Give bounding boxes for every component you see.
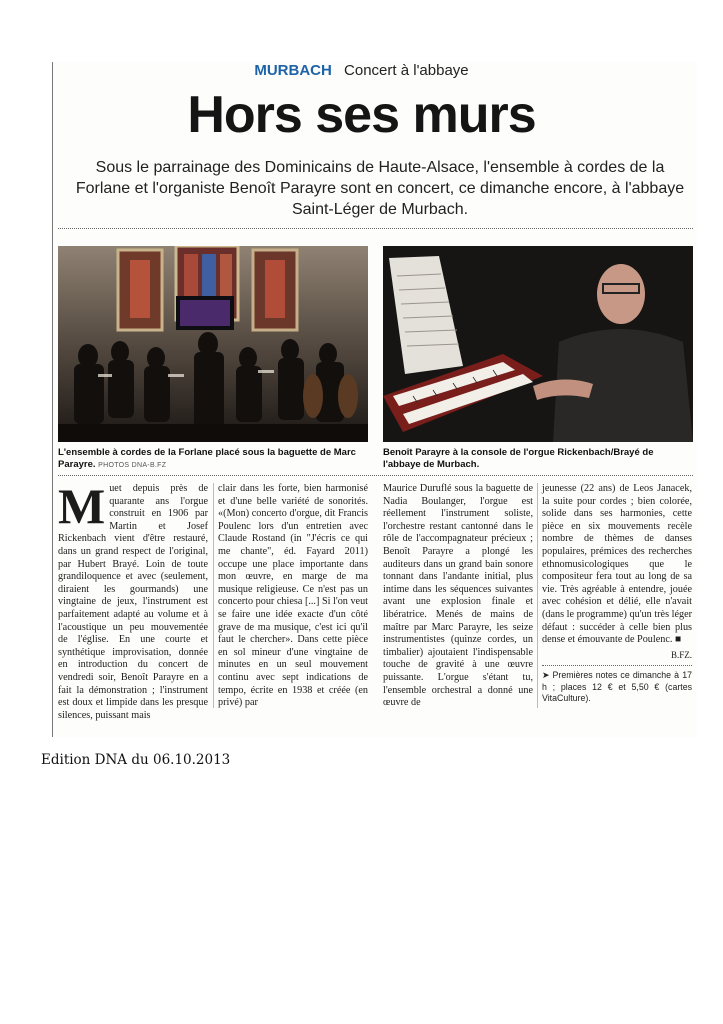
column-4-text: jeunesse (22 ans) de Leos Janacek, la suite pour cordes ; bien colorée, solide dans ses harmonies, cette pièce en six mouvements recèle nombre de thèmes de danses populaires, prémices des recherches ethnomusicologiques que le compositeur fera tout au long de sa vie. Très agréable à entendre, jouée avec cohésion et délié, elle n'avait (dans le programme) qu'un très léger défaut : succéder à celle bien plus dense et émouvante de Poulenc. ■: [542, 483, 692, 646]
article-column-4: [542, 483, 692, 705]
dropcap: M: [58, 478, 106, 534]
divider-captions: [58, 475, 693, 476]
column-rule: [213, 483, 214, 708]
edition-line: Edition DNA du 06.10.2013: [41, 752, 231, 768]
article-column-3: [383, 483, 533, 710]
caption-right-text: Benoît Parayre à la console de l'orgue Rickenbach/Brayé de l'abbaye de Murbach.: [383, 447, 654, 470]
photo-organist: [383, 246, 693, 442]
photo-credit: PHOTOS DNA-B.FZ: [98, 462, 167, 469]
rubric: [0, 62, 723, 80]
caption-left-text: L'ensemble à cordes de la Forlane placé sous la baguette de Marc Parayre.: [58, 447, 356, 470]
divider-practical: [542, 665, 692, 666]
column-rule: [537, 483, 538, 708]
rubric-topic: Concert à l'abbaye: [344, 62, 469, 79]
column-1-text: uet depuis près de quarante ans l'orgue construit en 1906 par Martin et Josef Rickenbach vient d'être restauré, dans un grand respect de l'original, par Hubert Brayé. Loin de toute grandiloquence et avec (seulement, diraient les gourmands) une vingtaine de jeux, l'instrument est parfaitement adapté au volume et à l'acoustique un peu mouvementée de l'église. En une courte et synthétique improvisation, donnée en introduction du concert de vendredi soir, Benoît Parayre en a fait la démonstration ; l'instrument est doux et limpide dans les presque silences, puissant mais: [58, 483, 208, 721]
rubric-place: MURBACH: [254, 62, 332, 79]
headline: Hors ses murs: [187, 86, 536, 144]
caption-left: [58, 447, 368, 472]
article-column-2: [218, 483, 368, 710]
article-column-1: [58, 478, 208, 722]
clipping-edge: [52, 62, 53, 737]
author-signature: B.FZ.: [670, 649, 692, 660]
divider-top: [58, 228, 693, 229]
column-3-text: Maurice Duruflé sous la baguette de Nadia Boulanger, l'orgue est réellement l'instrument soliste, l'orchestre restant cantonné dans le rôle de l'accompagnateur précieux ; Benoît Parayre a plongé les auditeurs dans un grand bain sonore tonnant dans l'andante initial, plus intime dans les séquences suivantes avant une explosion finale et libératrice. Menés de mains de maître par Marc Parayre, les seize instrumentistes (quinze cordes, un timbalier) ajoutaient l'indispensable touche de gravité à une œuvre puissante. L'orgue s'étant tu, l'ensemble orchestral a donné une œuvre de: [383, 483, 533, 709]
photo-orchestra: [58, 246, 368, 442]
column-2-text: clair dans les forte, bien harmonisé et d'une belle variété de sonorités. «(Mon) concerto d'orgue, dit Francis Poulenc lors d'un entretien avec Claude Rostand (in "J'écris ce qui me chante", éd. Fayard 2011) occupe une place importante dans mon œuvre, en marge de ma musique religieuse. Ce n'est pas un concerto pour chiesa [...] Si l'on veut se faire une idée exacte d'un côté grave de ma musique, c'est ici qu'il faut le chercher». Dans cette pièce en sol mineur d'une vingtaine de minutes en un seul mouvement continu avec sept indications de tempo, écrite en 1938 et créée (en privé) par: [218, 483, 368, 709]
standfirst: Sous le parrainage des Dominicains de Haute-Alsace, l'ensemble à cordes de la Forlane et l'organiste Benoît Parayre sont en concert, ce dimanche encore, à l'abbaye Saint-Léger de Murbach.: [75, 159, 685, 218]
caption-right: [383, 447, 693, 471]
practical-info: ➤ Premières notes ce dimanche à 17 h ; places 12 € et 5,50 € (cartes VitaCulture).: [542, 670, 692, 704]
